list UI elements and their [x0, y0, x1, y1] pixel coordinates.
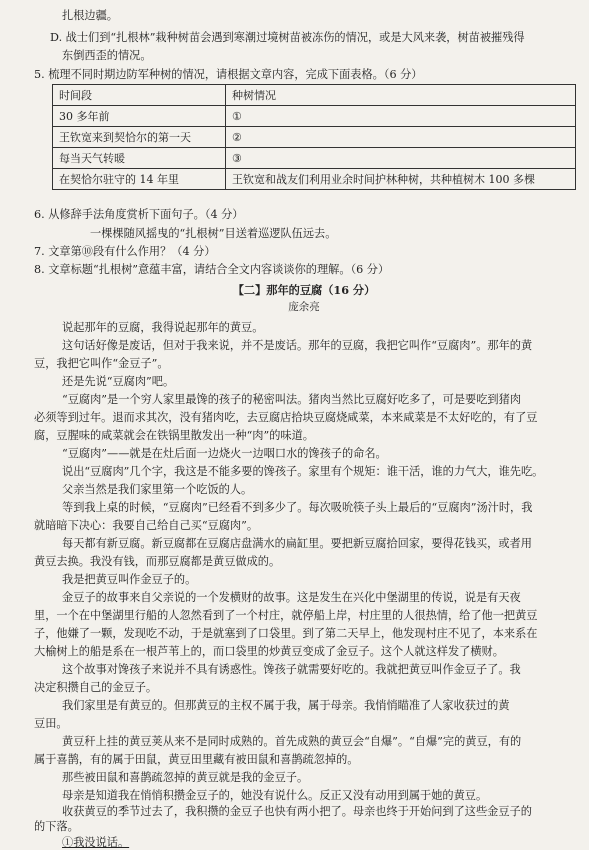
para-line: 必须等到过年。退而求其次，没有猪肉吃，去豆腐店拾块豆腐烧咸菜，本来咸菜是不太好吃的，有了豆: [34, 411, 538, 424]
para-line: 黄豆去换。我没有钱，而那豆腐都是黄豆做成的。: [34, 555, 281, 568]
para-line: 属于喜鹊，有的属于田鼠，黄豆田里藏有被田鼠和喜鹊疏忽掉的。: [34, 753, 359, 766]
para-line: 黄豆秆上挂的黄豆荚从来不是同时成熟的。首先成熟的黄豆会“自爆”。“自爆”完的黄豆，有的: [62, 735, 522, 748]
table-cell: ②: [226, 127, 576, 148]
answer-table: [52, 84, 576, 190]
para-line: 腐，豆腥味的咸菜就会在铁锅里散发出一种“肉”的味道。: [34, 429, 314, 442]
para-line: 我是把黄豆叫作金豆子的。: [62, 573, 197, 586]
para-line: “豆腐肉”是一个穷人家里最馋的孩子的秘密叫法。猪肉当然比豆腐好吃多了，可是要吃到猪肉: [62, 393, 521, 406]
para-line: 说出“豆腐肉”几个字，我这是不能多要的馋孩子。家里有个规矩：谁干活，谁的力气大，谁先吃。: [62, 465, 544, 478]
para-line: 金豆子的故事来自父亲说的一个发横财的故事。这是发生在兴化中堡湖里的传说，说是有天夜: [62, 591, 521, 604]
table-cell: 王钦宽来到契恰尔的第一天: [53, 127, 226, 148]
para-line: 决定积攒自己的金豆子。: [34, 681, 158, 694]
table-cell: 每当天气转暖: [53, 148, 226, 169]
table-cell: ③: [226, 148, 576, 169]
question-6: 6. 从修辞手法角度赏析下面句子。（4 分）: [34, 208, 244, 221]
table-cell: 在契恰尔驻守的 14 年里: [53, 169, 226, 190]
para-line: 说起那年的豆腐，我得说起那年的黄豆。: [62, 321, 264, 334]
para-line: 子，他嫌了一颗，发现吃不动，于是就塞到了口袋里。到了第二天早上，他发现村庄不见了，本来系在: [34, 627, 538, 640]
table-header: 种树情况: [226, 85, 576, 106]
para-line: 等到我上桌的时候，“豆腐肉”已经看不到多少了。每次吸吮筷子头上最后的“豆腐肉”汤汁时，我: [62, 501, 533, 514]
para-line: 的下落。: [34, 820, 79, 833]
para-line: “豆腐肉”——就是在灶后面一边烧火一边咽口水的馋孩子的命名。: [62, 447, 387, 460]
para-line: 就暗暗下决心：我要自己给自己买“豆腐肉”。: [34, 519, 259, 532]
para-line: 我们家里是有黄豆的。但那黄豆的主权不属于我，属于母亲。我悄悄瞄准了人家收获过的黄: [62, 699, 510, 712]
table-header: 时间段: [53, 85, 226, 106]
para-line: 母亲是知道我在悄悄积攒金豆子的，她没有说什么。反正又没有动用到属于她的黄豆。: [62, 789, 488, 802]
table-cell: ①: [226, 106, 576, 127]
para-line: 父亲当然是我们家里第一个吃饭的人。: [62, 483, 253, 496]
text-line: 扎根边疆。: [62, 9, 118, 22]
para-line: 还是先说“豆腐肉”吧。: [62, 375, 175, 388]
para-line: 豆田。: [34, 717, 68, 730]
quote-sentence: 一棵棵随风摇曳的“扎根树”目送着巡逻队伍远去。: [90, 227, 337, 240]
section-title: 【二】那年的豆腐（16 分）: [232, 283, 376, 297]
option-d-line1: D. 战士们到“扎根林”栽种树苗会遇到寒潮过境树苗被冻伤的情况，或是大风来袭，树苗被摧残得: [50, 31, 525, 44]
para-line: 那些被田鼠和喜鹊疏忽掉的黄豆就是我的金豆子。: [62, 771, 309, 784]
question-7: 7. 文章第⑩段有什么作用？（4 分）: [34, 245, 216, 258]
para-line: 豆，我把它叫作“金豆子”。: [34, 357, 169, 370]
para-line: ①我没说话。: [62, 836, 130, 849]
table-cell: 30 多年前: [53, 106, 226, 127]
para-line: 这句话好像是废话，但对于我来说，并不是废话。那年的豆腐，我把它叫作“豆腐肉”。那年的黄: [62, 339, 533, 352]
option-d-line2: 东倒西歪的情况。: [62, 49, 152, 62]
para-line: 收获黄豆的季节过去了，我积攒的金豆子也快有两小把了。母亲也终于开始问到了这些金豆子的: [62, 805, 532, 818]
author: 庞余亮: [288, 301, 320, 313]
para-line: 里，一个在中堡湖里行船的人忽然看到了一个村庄，就停船上岸，村庄里的人很热情，给了他一把黄豆: [34, 609, 538, 622]
para-line: 大榆树上的船是系在一根芦苇上的，而口袋里的炒黄豆变成了金豆子。这个人就这样发了横财。: [34, 645, 504, 658]
question-8: 8. 文章标题“扎根树”意蕴丰富，请结合全文内容谈谈你的理解。（6 分）: [34, 263, 390, 276]
table-cell: 王钦宽和战友们利用业余时间护林种树，共种植树木 100 多棵: [226, 169, 576, 190]
para-line: 这个故事对馋孩子来说并不具有诱惑性。馋孩子就需要好吃的。我就把黄豆叫作金豆子了。我: [62, 663, 521, 676]
para-line: 每天都有新豆腐。新豆腐都在豆腐店盘满水的扁缸里。要把新豆腐拾回家，要得花钱买，或者用: [62, 537, 532, 550]
question-5: 5. 梳理不同时期边防军种树的情况，请根据文章内容，完成下面表格。（6 分）: [34, 68, 423, 81]
